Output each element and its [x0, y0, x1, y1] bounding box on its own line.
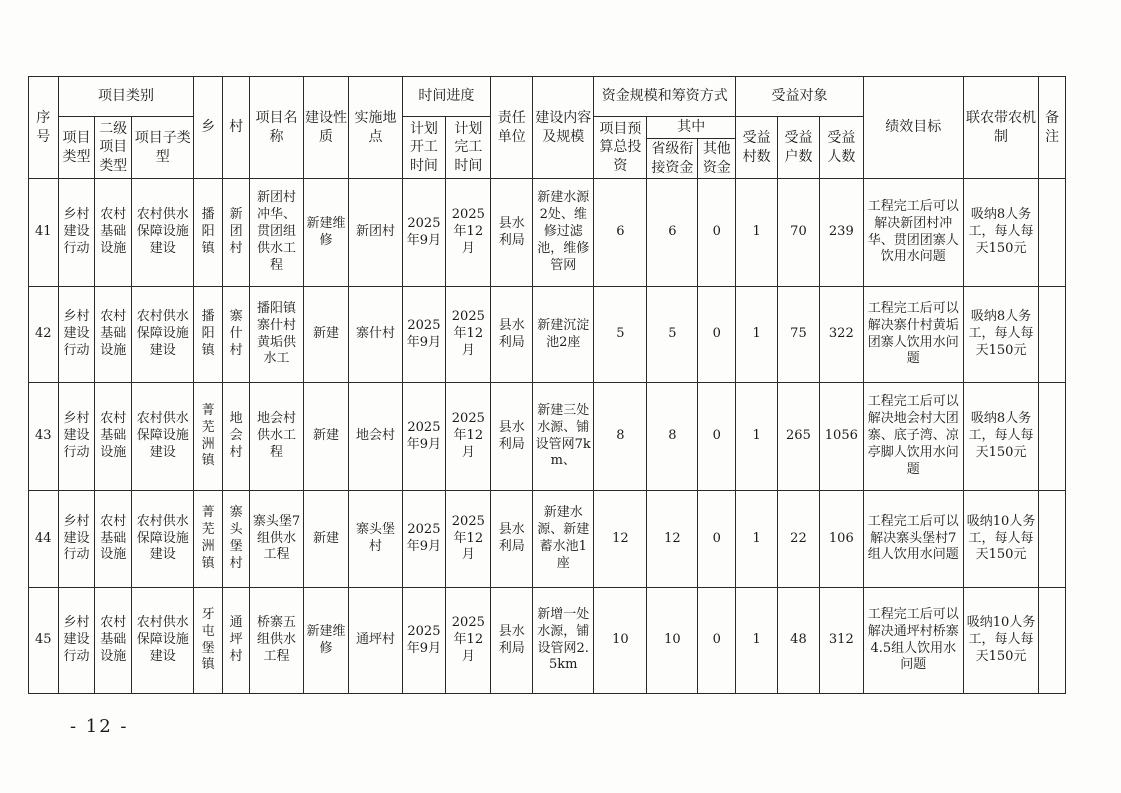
cell-secondary-type: 农村基础设施	[95, 588, 132, 694]
cell-provincial: 8	[647, 383, 698, 491]
cell-plan-start: 2025年9月	[402, 491, 446, 588]
header-project-type: 项目类型	[58, 117, 95, 179]
cell-sub-type: 农村供水保障设施建设	[132, 588, 194, 694]
cell-performance: 工程完工后可以解决寨什村黄垢团寨人饮用水问题	[863, 287, 963, 383]
cell-project-type: 乡村建设行动	[58, 383, 95, 491]
cell-performance: 工程完工后可以解决寨头堡村7组人饮用水问题	[863, 491, 963, 588]
cell-mechanism: 吸纳8人务工，每人每天150元	[963, 383, 1039, 491]
cell-plan-end: 2025年12月	[446, 287, 491, 383]
cell-content: 新建三处水源、铺设管网7km、	[533, 383, 594, 491]
cell-seq: 41	[29, 179, 59, 287]
cell-ben-households: 70	[778, 179, 820, 287]
cell-provincial: 12	[647, 491, 698, 588]
header-project-name: 项目名称	[250, 77, 303, 179]
cell-provincial: 10	[647, 588, 698, 694]
cell-village: 通坪村	[222, 588, 250, 694]
cell-village: 寨什村	[222, 287, 250, 383]
cell-plan-start: 2025年9月	[402, 383, 446, 491]
cell-project-name: 寨头堡7组供水工程	[250, 491, 303, 588]
cell-ben-households: 22	[778, 491, 820, 588]
header-nature: 建设性质	[303, 77, 349, 179]
cell-remarks	[1039, 383, 1066, 491]
cell-content: 新建水源2处、维修过滤池，维修管网	[533, 179, 594, 287]
cell-performance: 工程完工后可以解决通坪村桥寨4.5组人饮用水问题	[863, 588, 963, 694]
header-category: 项目类别	[58, 77, 194, 117]
cell-ben-villages: 1	[736, 287, 778, 383]
cell-mechanism: 吸纳10人务工，每人每天150元	[963, 588, 1039, 694]
table-row	[29, 491, 1066, 588]
cell-other-funds: 0	[698, 383, 736, 491]
header-beneficiaries: 受益对象	[736, 77, 864, 117]
cell-township: 牙屯堡镇	[194, 588, 223, 694]
cell-plan-end: 2025年12月	[446, 383, 491, 491]
cell-nature: 新建	[303, 383, 349, 491]
cell-sub-type: 农村供水保障设施建设	[132, 491, 194, 588]
cell-township: 播阳镇	[194, 287, 223, 383]
cell-secondary-type: 农村基础设施	[95, 491, 132, 588]
cell-performance: 工程完工后可以解决新团村冲华、贯团团寨人饮用水问题	[863, 179, 963, 287]
cell-plan-start: 2025年9月	[402, 287, 446, 383]
cell-ben-people: 312	[819, 588, 863, 694]
cell-project-type: 乡村建设行动	[58, 491, 95, 588]
cell-ben-people: 239	[819, 179, 863, 287]
header-remarks: 备注	[1039, 77, 1066, 179]
table-row	[29, 588, 1066, 694]
cell-other-funds: 0	[698, 287, 736, 383]
table-row	[29, 287, 1066, 383]
cell-nature: 新建	[303, 491, 349, 588]
header-plan-start: 计划开工时间	[402, 117, 446, 179]
cell-secondary-type: 农村基础设施	[95, 287, 132, 383]
cell-nature: 新建维修	[303, 588, 349, 694]
cell-unit: 县水利局	[491, 383, 533, 491]
cell-remarks	[1039, 179, 1066, 287]
header-sub-type: 项目子类型	[132, 117, 194, 179]
cell-remarks	[1039, 491, 1066, 588]
cell-unit: 县水利局	[491, 491, 533, 588]
header-provincial: 省级衔接资金	[647, 139, 698, 179]
cell-provincial: 5	[647, 287, 698, 383]
header-location: 实施地点	[349, 77, 402, 179]
cell-ben-people: 1056	[819, 383, 863, 491]
cell-budget: 10	[594, 588, 647, 694]
cell-secondary-type: 农村基础设施	[95, 383, 132, 491]
cell-village: 新团村	[222, 179, 250, 287]
cell-budget: 12	[594, 491, 647, 588]
cell-remarks	[1039, 287, 1066, 383]
cell-project-name: 地会村供水工程	[250, 383, 303, 491]
cell-other-funds: 0	[698, 491, 736, 588]
cell-ben-people: 322	[819, 287, 863, 383]
header-ben-people: 受益人数	[819, 117, 863, 179]
header-of-which: 其中	[647, 117, 736, 139]
cell-ben-villages: 1	[736, 179, 778, 287]
cell-ben-people: 106	[819, 491, 863, 588]
cell-plan-start: 2025年9月	[402, 179, 446, 287]
cell-ben-households: 48	[778, 588, 820, 694]
cell-content: 新建水源、新建蓄水池1座	[533, 491, 594, 588]
cell-remarks	[1039, 588, 1066, 694]
cell-performance: 工程完工后可以解决地会村大团寨、底子湾、凉亭脚人饮用水问题	[863, 383, 963, 491]
cell-plan-end: 2025年12月	[446, 179, 491, 287]
cell-ben-villages: 1	[736, 588, 778, 694]
cell-project-name: 桥寨五组供水工程	[250, 588, 303, 694]
table-row	[29, 383, 1066, 491]
header-funding: 资金规模和筹资方式	[594, 77, 736, 117]
cell-content: 新建沉淀池2座	[533, 287, 594, 383]
cell-village: 寨头堡村	[222, 491, 250, 588]
cell-sub-type: 农村供水保障设施建设	[132, 383, 194, 491]
cell-township: 菁芜洲镇	[194, 491, 223, 588]
cell-sub-type: 农村供水保障设施建设	[132, 287, 194, 383]
cell-ben-villages: 1	[736, 491, 778, 588]
cell-project-type: 乡村建设行动	[58, 588, 95, 694]
cell-project-name: 新团村冲华、贯团组供水工程	[250, 179, 303, 287]
header-ben-villages: 受益村数	[736, 117, 778, 179]
cell-mechanism: 吸纳8人务工，每人每天150元	[963, 287, 1039, 383]
cell-nature: 新建	[303, 287, 349, 383]
cell-township: 菁芜洲镇	[194, 383, 223, 491]
cell-location: 地会村	[349, 383, 402, 491]
cell-ben-households: 265	[778, 383, 820, 491]
page-number: - 12 -	[70, 716, 129, 737]
cell-seq: 44	[29, 491, 59, 588]
header-ben-households: 受益户数	[778, 117, 820, 179]
header-seq: 序号	[29, 77, 59, 179]
header-unit: 责任单位	[491, 77, 533, 179]
cell-unit: 县水利局	[491, 179, 533, 287]
cell-sub-type: 农村供水保障设施建设	[132, 179, 194, 287]
header-village: 村	[222, 77, 250, 179]
cell-budget: 5	[594, 287, 647, 383]
cell-location: 寨头堡村	[349, 491, 402, 588]
cell-unit: 县水利局	[491, 588, 533, 694]
cell-location: 新团村	[349, 179, 402, 287]
cell-project-type: 乡村建设行动	[58, 179, 95, 287]
cell-township: 播阳镇	[194, 179, 223, 287]
cell-seq: 43	[29, 383, 59, 491]
header-township: 乡	[194, 77, 223, 179]
cell-other-funds: 0	[698, 179, 736, 287]
header-plan-end: 计划完工时间	[446, 117, 491, 179]
header-content: 建设内容及规模	[533, 77, 594, 179]
cell-secondary-type: 农村基础设施	[95, 179, 132, 287]
cell-village: 地会村	[222, 383, 250, 491]
header-row-1	[29, 77, 1066, 117]
header-schedule: 时间进度	[402, 77, 491, 117]
cell-content: 新增一处水源，铺设管网2.5km	[533, 588, 594, 694]
cell-location: 通坪村	[349, 588, 402, 694]
project-table	[28, 76, 1066, 694]
cell-plan-end: 2025年12月	[446, 491, 491, 588]
cell-plan-end: 2025年12月	[446, 588, 491, 694]
cell-mechanism: 吸纳10人务工，每人每天150元	[963, 491, 1039, 588]
cell-project-name: 播阳镇寨什村黄垢供水工	[250, 287, 303, 383]
cell-other-funds: 0	[698, 588, 736, 694]
header-other-funds: 其他资金	[698, 139, 736, 179]
cell-nature: 新建维修	[303, 179, 349, 287]
cell-ben-households: 75	[778, 287, 820, 383]
cell-ben-villages: 1	[736, 383, 778, 491]
cell-plan-start: 2025年9月	[402, 588, 446, 694]
cell-unit: 县水利局	[491, 287, 533, 383]
cell-provincial: 6	[647, 179, 698, 287]
header-mechanism: 联农带农机制	[963, 77, 1039, 179]
table-row	[29, 179, 1066, 287]
cell-budget: 8	[594, 383, 647, 491]
cell-seq: 45	[29, 588, 59, 694]
cell-mechanism: 吸纳8人务工，每人每天150元	[963, 179, 1039, 287]
cell-budget: 6	[594, 179, 647, 287]
header-performance: 绩效目标	[863, 77, 963, 179]
cell-seq: 42	[29, 287, 59, 383]
header-budget: 项目预算总投资	[594, 117, 647, 179]
cell-location: 寨什村	[349, 287, 402, 383]
header-secondary-type: 二级项目类型	[95, 117, 132, 179]
cell-project-type: 乡村建设行动	[58, 287, 95, 383]
